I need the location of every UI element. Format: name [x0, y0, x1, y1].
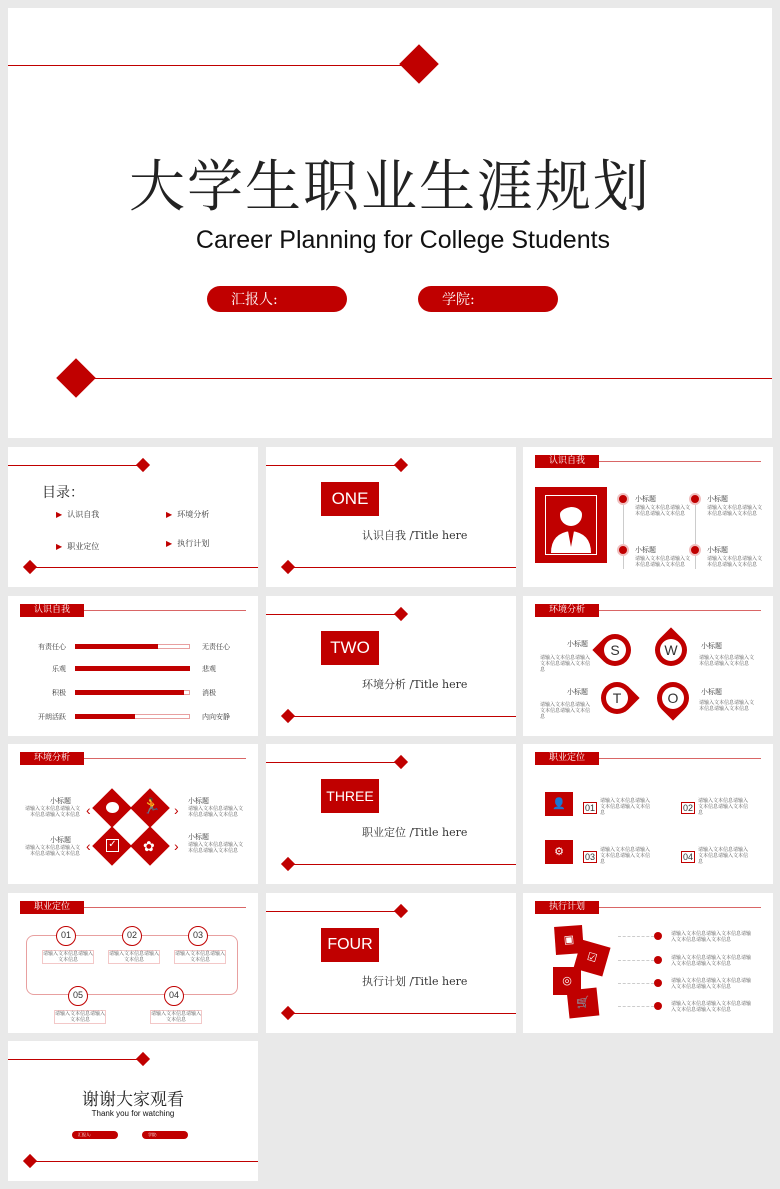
section-number-box — [321, 779, 379, 813]
plan-connector — [618, 936, 654, 937]
reporter-label: 汇报人: — [231, 292, 278, 308]
item-text: 请输入文本信息请输入文本信息 — [175, 951, 226, 963]
toc-item[interactable]: ▶ 认识自我 — [56, 510, 100, 519]
section-slide-two[interactable] — [266, 596, 516, 736]
flow-step: 04 — [164, 986, 184, 1006]
item-text: 请输入文本信息请输入文本信息请输入文本信息 — [698, 847, 749, 865]
toc-top-diamond — [136, 458, 150, 472]
item-title: 小标题 — [567, 688, 588, 696]
section-title: 执行计划 /Title here — [362, 975, 468, 988]
trait-left-label: 乐观 — [52, 665, 66, 673]
item-text: 请输入文本信息请输入文本信息请输入文本信息 — [635, 556, 691, 568]
item-text: 请输入文本信息请输入文本信息请输入文本信息 — [707, 505, 763, 517]
item-title: 小标题 — [50, 797, 71, 805]
toc-item[interactable]: ▶ 环境分析 — [166, 510, 210, 519]
section-number-box — [321, 631, 379, 665]
chevron-left-icon: ‹ — [86, 802, 91, 818]
plan-dot — [654, 979, 662, 987]
section-top-line — [266, 762, 398, 763]
checklist-icon-tile: ☑ — [573, 939, 610, 976]
college-pill[interactable] — [418, 286, 558, 312]
flow-step: 03 — [188, 926, 208, 946]
trait-bar-row — [8, 664, 258, 674]
item-title: 小标题 — [635, 546, 656, 554]
item-number: 01 — [585, 803, 596, 813]
plan-item-text: 请输入文本信息请输入文本信息请输入文本信息请输入文本信息 — [671, 978, 752, 990]
chevron-left-icon: ‹ — [86, 838, 91, 854]
item-number: 02 — [683, 803, 694, 813]
career-slide-1[interactable] — [523, 744, 773, 884]
item-title: 小标题 — [701, 688, 722, 696]
section-slide-four[interactable] — [266, 893, 516, 1033]
item-text: 请输入文本信息请输入文本信息 — [55, 1011, 106, 1023]
item-title: 小标题 — [707, 495, 728, 503]
item-text: 请输入文本信息请输入文本信息请输入文本信息 — [699, 655, 755, 667]
item-text: 请输入文本信息请输入文本信息请输入文本信息 — [24, 806, 80, 818]
section-number-box — [321, 928, 379, 962]
timeline-line — [695, 499, 696, 569]
slide-header: 环境分析 — [535, 604, 599, 617]
section-slide-three[interactable] — [266, 744, 516, 884]
document-icon-tile: ▣ — [554, 925, 584, 955]
section-number: THREE — [326, 788, 374, 804]
item-title: 小标题 — [707, 546, 728, 554]
toc-item-label: 环境分析 — [177, 510, 210, 519]
trait-left-label: 开朗活跃 — [38, 713, 66, 721]
swot-w-circle: W — [660, 639, 682, 661]
profile-card — [535, 487, 607, 563]
plan-slide[interactable] — [523, 893, 773, 1033]
item-text: 请输入文本信息请输入文本信息请输入文本信息 — [24, 845, 80, 857]
plan-connector — [618, 983, 654, 984]
plan-item-text: 请输入文本信息请输入文本信息请输入文本信息请输入文本信息 — [671, 931, 752, 943]
slide-header: 职业定位 — [535, 752, 599, 765]
item-text: 请输入文本信息请输入文本信息请输入文本信息 — [600, 798, 651, 816]
career-item — [583, 798, 597, 816]
toc-slide[interactable] — [8, 447, 258, 587]
thanks-bottom-line — [34, 1161, 258, 1162]
toc-heading: 目录： — [42, 485, 84, 501]
timeline-line — [623, 499, 624, 569]
thanks-reporter-pill — [72, 1131, 118, 1139]
reporter-label: 汇报人: — [78, 1132, 92, 1137]
plan-dot — [654, 956, 662, 964]
item-title: 小标题 — [635, 495, 656, 503]
toc-item-label: 认识自我 — [67, 510, 100, 519]
item-text: 请输入文本信息请输入文本信息请输入文本信息 — [699, 700, 755, 712]
cover-slide[interactable] — [8, 8, 772, 438]
item-number: 03 — [585, 852, 596, 862]
section-number-box — [321, 482, 379, 516]
item-text: 请输入文本信息请输入文本信息请输入文本信息 — [635, 505, 691, 517]
self-slide-1[interactable] — [523, 447, 773, 587]
thanks-title: 谢谢大家观看 — [82, 1090, 184, 1110]
swot-slide[interactable] — [523, 596, 773, 736]
item-text: 请输入文本信息请输入文本信息请输入文本信息 — [540, 702, 591, 720]
section-top-diamond — [394, 458, 408, 472]
plan-connector — [618, 1006, 654, 1007]
flow-step: 05 — [68, 986, 88, 1006]
section-slide-one[interactable] — [266, 447, 516, 587]
cover-title: 大学生职业生涯规划 — [129, 155, 651, 220]
slide-header: 认识自我 — [20, 604, 84, 617]
item-title: 小标题 — [701, 642, 722, 650]
thanks-top-diamond — [136, 1052, 150, 1066]
self-slide-2[interactable] — [8, 596, 258, 736]
item-title: 小标题 — [50, 836, 71, 844]
reporter-pill[interactable] — [207, 286, 347, 312]
flow-step: 01 — [56, 926, 76, 946]
section-title: 认识自我 /Title here — [362, 529, 468, 542]
plan-dot — [654, 1002, 662, 1010]
trait-bar-row — [8, 642, 258, 652]
swot-s-circle: S — [604, 639, 626, 661]
user-icon-box: 👤 — [545, 792, 573, 816]
section-top-diamond — [394, 904, 408, 918]
trait-right-label: 消极 — [202, 689, 216, 697]
trait-bar-fill — [75, 666, 190, 671]
section-number: ONE — [331, 489, 369, 508]
toc-top-line — [8, 465, 140, 466]
thanks-slide[interactable] — [8, 1041, 258, 1181]
target-icon-tile: ◎ — [553, 967, 581, 995]
item-text: 请输入文本信息请输入文本信息请输入文本信息 — [600, 847, 651, 865]
item-text: 请输入文本信息请输入文本信息请输入文本信息 — [698, 798, 749, 816]
slide-header: 认识自我 — [535, 455, 599, 468]
slide-header: 执行计划 — [535, 901, 599, 914]
slide-header: 职业定位 — [20, 901, 84, 914]
section-top-line — [266, 614, 398, 615]
trait-left-label: 积极 — [52, 689, 66, 697]
section-number: TWO — [330, 638, 370, 657]
toc-item-label: 职业定位 — [67, 542, 100, 551]
item-text: 请输入文本信息请输入文本信息 — [43, 951, 94, 963]
section-title: 环境分析 /Title here — [362, 678, 468, 691]
checkbox-icon: ✓ — [106, 839, 119, 852]
career-item — [583, 847, 597, 865]
item-title: 小标题 — [567, 640, 588, 648]
college-label: 学院: — [442, 292, 475, 308]
college-label: 学院: — [148, 1132, 158, 1137]
career-slide-2[interactable] — [8, 893, 258, 1033]
thanks-top-line — [8, 1059, 140, 1060]
item-text: 请输入文本信息请输入文本信息 — [151, 1011, 202, 1023]
swot-o-circle: O — [662, 687, 684, 709]
toc-bottom-line — [34, 567, 258, 568]
section-bottom-line — [292, 864, 516, 865]
plan-connector — [618, 960, 654, 961]
item-text: 请输入文本信息请输入文本信息请输入文本信息 — [540, 655, 591, 673]
cover-top-line — [8, 65, 408, 66]
section-top-diamond — [394, 607, 408, 621]
section-number: FOUR — [327, 936, 373, 953]
trait-bar-fill — [75, 690, 184, 695]
plan-item-text: 请输入文本信息请输入文本信息请输入文本信息请输入文本信息 — [671, 955, 752, 967]
item-text: 请输入文本信息请输入文本信息 — [109, 951, 160, 963]
career-item — [681, 798, 695, 816]
trait-left-label: 有责任心 — [38, 643, 66, 651]
item-text: 请输入文本信息请输入文本信息请输入文本信息 — [188, 842, 244, 854]
item-text: 请输入文本信息请输入文本信息请输入文本信息 — [707, 556, 763, 568]
plan-item-text: 请输入文本信息请输入文本信息请输入文本信息请输入文本信息 — [671, 1001, 752, 1013]
section-top-diamond — [394, 755, 408, 769]
section-bottom-line — [292, 1013, 516, 1014]
section-top-line — [266, 465, 398, 466]
trait-bar-fill — [75, 714, 135, 719]
slide-header: 环境分析 — [20, 752, 84, 765]
cover-subtitle: Career Planning for College Students — [195, 226, 611, 254]
item-number: 04 — [683, 852, 694, 862]
item-text: 请输入文本信息请输入文本信息请输入文本信息 — [188, 806, 244, 818]
trait-right-label: 悲观 — [202, 665, 216, 673]
section-top-line — [266, 911, 398, 912]
gear-icon-box: ⚙ — [545, 840, 573, 864]
chevron-right-icon: › — [174, 802, 179, 818]
toc-item[interactable]: ▶ 执行计划 — [166, 539, 210, 548]
section-bottom-line — [292, 716, 516, 717]
chevron-right-icon: › — [174, 838, 179, 854]
gear-icon: ✿ — [143, 838, 155, 854]
flow-step: 02 — [122, 926, 142, 946]
trait-bar-row — [8, 712, 258, 722]
section-title: 职业定位 /Title here — [362, 826, 468, 839]
item-title: 小标题 — [188, 833, 209, 841]
item-title: 小标题 — [188, 797, 209, 805]
cover-top-diamond — [399, 44, 439, 84]
toc-item[interactable]: ▶ 职业定位 — [56, 542, 100, 551]
section-bottom-line — [292, 567, 516, 568]
career-item — [681, 847, 695, 865]
trait-right-label: 无责任心 — [202, 643, 230, 651]
thanks-college-pill — [142, 1131, 188, 1139]
cart-icon-tile: 🛒 — [567, 988, 600, 1019]
trait-bar-row — [8, 688, 258, 698]
cover-bottom-line — [88, 378, 772, 379]
plan-dot — [654, 932, 662, 940]
trait-bar-fill — [75, 644, 158, 649]
chat-icon — [106, 802, 119, 813]
person-icon — [535, 487, 607, 563]
environment-slide[interactable] — [8, 744, 258, 884]
swot-t-circle: T — [606, 687, 628, 709]
trait-right-label: 内向安静 — [202, 713, 230, 721]
thanks-subtitle: Thank you for watching — [91, 1109, 175, 1118]
run-icon: 🏃 — [142, 798, 161, 815]
toc-item-label: 执行计划 — [177, 539, 210, 548]
